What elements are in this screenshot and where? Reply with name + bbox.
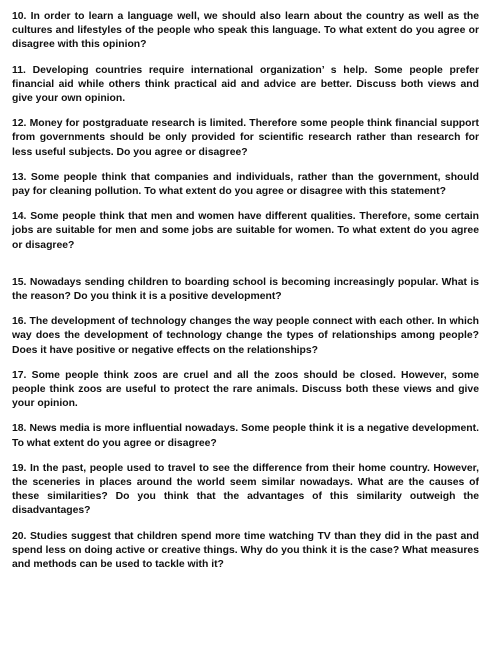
question-text: Developing countries require international organization’ s help. Some people prefer financial aid while others think practical aid and advice are better. Discuss both views and give your own opinion.	[12, 64, 479, 105]
question-18	[12, 422, 479, 450]
question-13	[12, 171, 479, 199]
question-text: The development of technology changes the way people connect with each other. In which way does the development of technology change the types of relationships among people? Does it have positive or negative effects on the relationships?	[12, 316, 479, 356]
question-number: 15.	[12, 276, 27, 288]
question-number: 16.	[12, 316, 27, 328]
question-number: 14.	[12, 211, 27, 223]
question-number: 10.	[12, 11, 27, 22]
question-text: In the past, people used to travel to see the difference from their home country. However, the sceneries in places around the world seem similar nowadays. What are the causes of these similarities? Do you think that the advantages of this similarity outweigh the disadvantages?	[12, 462, 479, 517]
question-text: In order to learn a language well, we should also learn about the country as well as the cultures and lifestyles of the people who speak this language. To what extent do you agree or disagree with this opinion?	[12, 11, 479, 51]
question-19	[12, 462, 479, 519]
question-17	[12, 369, 479, 412]
question-12	[12, 117, 479, 160]
question-text: Some people think zoos are cruel and all the zoos should be closed. However, some people think zoos are useful to protect the rare animals. Discuss both these views and give your opinion.	[12, 369, 479, 410]
question-number: 19.	[12, 462, 27, 474]
question-text: Money for postgraduate research is limited. Therefore some people think financial support from governments should be only provided for scientific research rather than research for less useful subjects. Do you agree or disagree?	[12, 118, 480, 158]
question-20	[12, 530, 479, 573]
question-text: Nowadays sending children to boarding school is becoming increasingly popular. What is the reason? Do you think it is a positive development?	[12, 276, 480, 303]
question-number: 13.	[12, 171, 27, 183]
question-text: News media is more influential nowadays. Some people think it is a negative development. To what extent do you agree or disagree?	[12, 423, 479, 449]
question-text: Some people think that companies and individuals, rather than the government, should pay for cleaning pollution. To what extent do you agree or disagree with this statement?	[12, 171, 479, 198]
question-16	[12, 315, 479, 358]
question-number: 18.	[12, 423, 27, 435]
question-14	[12, 210, 479, 253]
question-number: 20.	[12, 530, 27, 542]
question-11	[12, 64, 479, 107]
question-15	[12, 276, 479, 304]
question-number: 11.	[12, 64, 26, 76]
question-text: Studies suggest that children spend more time watching TV than they did in the past and spend less on doing active or creative things. Why do you think it is the case? What measures and methods can be used to tackle with it?	[12, 530, 479, 571]
question-number: 17.	[12, 369, 27, 381]
question-text: Some people think that men and women have different qualities. Therefore, some certain jobs are suitable for men and some jobs are suitable for women. To what extent do you agree or disagree?	[12, 211, 479, 251]
question-10	[12, 10, 479, 53]
question-number: 12.	[12, 118, 27, 130]
